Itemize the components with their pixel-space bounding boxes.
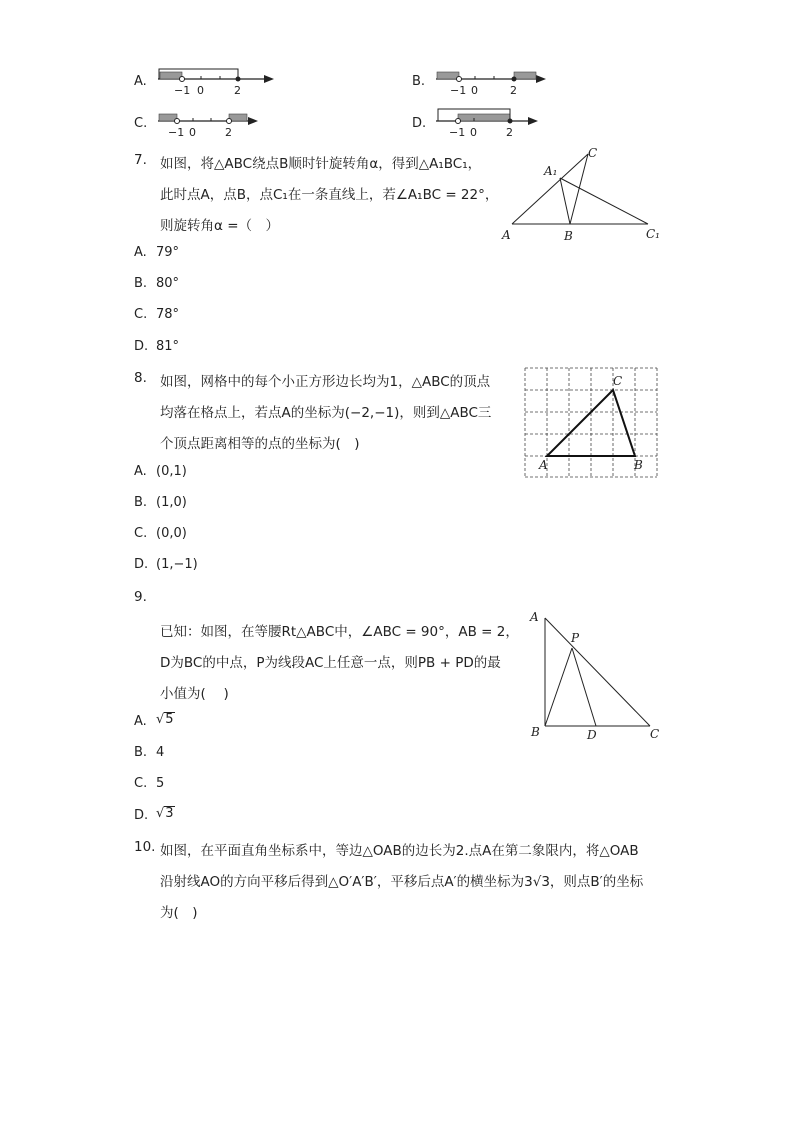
label-c: C: [613, 374, 623, 388]
tick-label: −1: [450, 84, 467, 97]
q9-stem-line3: 小值为( ): [160, 686, 229, 702]
label-p: P: [571, 631, 580, 645]
label-b: B: [531, 725, 540, 739]
label-c: C: [588, 146, 598, 160]
label-c1: C₁: [646, 227, 660, 241]
tick-label: 0: [197, 84, 204, 97]
q8-option-c-label: C.: [134, 526, 148, 541]
tick-label: 0: [189, 126, 196, 139]
tick-label: 0: [471, 84, 478, 97]
q9-number: 9.: [134, 589, 147, 605]
tick-label: 2: [234, 84, 241, 97]
q7-stem-line3: 则旋转角α =（ ）: [160, 218, 280, 234]
radicand: 3: [165, 806, 174, 821]
tick-label: 2: [510, 84, 517, 97]
segment-a1c1: [560, 178, 648, 224]
q8-stem-line1: 如图，网格中的每个小正方形边长均为1，△ABC的顶点: [160, 374, 491, 390]
q7-option-a-label: A.: [134, 245, 147, 260]
q6-option-d-label: D.: [412, 116, 427, 131]
q10-stem-line1: 如图，在平面直角坐标系中，等边△OAB的边长为2.点A在第二象限内，将△OAB: [160, 843, 639, 859]
q8-option-a-text: (0,1): [156, 464, 187, 479]
radicand: 5: [165, 712, 174, 727]
label-a: A: [502, 228, 511, 242]
q8-option-d-label: D.: [134, 557, 149, 572]
tick-label: −1: [168, 126, 185, 139]
q9-option-b-text: 4: [156, 745, 165, 760]
q8-option-c-text: (0,0): [156, 526, 187, 541]
label-a: A: [530, 610, 539, 624]
q9-option-a-label: A.: [134, 714, 147, 729]
segment-a1b: [560, 178, 570, 224]
q9-option-d-text: √3: [156, 806, 174, 821]
segment-pd: [572, 648, 596, 726]
q6-option-a-label: A.: [134, 74, 147, 89]
label-c: C: [650, 727, 660, 741]
label-d: D: [587, 728, 597, 742]
q8-option-b-text: (1,0): [156, 495, 187, 510]
q7-number: 7.: [134, 152, 147, 168]
tick-label: −1: [449, 126, 466, 139]
tick-label: −1: [174, 84, 191, 97]
tick-label: 2: [225, 126, 232, 139]
segment-cb: [570, 154, 588, 224]
q9-stem-line2: D为BC的中点，P为线段AC上任意一点，则PB + PD的最: [160, 655, 501, 671]
q8-stem-line3: 个顶点距离相等的点的坐标为( ): [160, 436, 360, 452]
q8-option-d-text: (1,−1): [156, 557, 198, 572]
q7-figure: [498, 142, 668, 244]
q7-stem-line1: 如图，将△ABC绕点B顺时针旋转角α，得到△A₁BC₁，: [160, 156, 482, 172]
q9-option-d-label: D.: [134, 808, 149, 823]
q7-option-a-text: 79°: [156, 245, 180, 260]
q9-option-a-text: √5: [156, 712, 174, 727]
q8-grid-figure: [522, 364, 662, 480]
q6-option-c-label: C.: [134, 116, 148, 131]
q6-option-d-number-line: [434, 104, 544, 142]
q10-stem-line3: 为( ): [160, 905, 198, 921]
q10-stem-line2: 沿射线AO的方向平移后得到△O′A′B′，平移后点A′的横坐标为3√3，则点B′的坐标: [160, 874, 644, 890]
q8-stem-line2: 均落在格点上，若点A的坐标为(−2,−1)，则到△ABC三: [160, 405, 492, 421]
q8-option-a-label: A.: [134, 464, 147, 479]
q7-option-b-label: B.: [134, 276, 148, 291]
q6-option-b-number-line: [434, 64, 554, 100]
q6-option-a-number-line: [156, 64, 276, 100]
q7-option-c-label: C.: [134, 307, 148, 322]
q10-number: 10.: [134, 839, 156, 855]
q7-option-d-text: 81°: [156, 339, 180, 354]
tick-label: 2: [506, 126, 513, 139]
q9-figure: [524, 606, 670, 746]
q7-option-b-text: 80°: [156, 276, 180, 291]
q8-number: 8.: [134, 370, 147, 386]
q6-option-b-label: B.: [412, 74, 426, 89]
q7-option-c-text: 78°: [156, 307, 180, 322]
label-b: B: [634, 458, 643, 472]
q7-option-d-label: D.: [134, 339, 149, 354]
q9-stem-line1: 已知：如图，在等腰Rt△ABC中，∠ABC = 90°，AB = 2，: [160, 624, 519, 640]
segment-ac: [545, 618, 650, 726]
q9-option-b-label: B.: [134, 745, 148, 760]
tick-label: 0: [470, 126, 477, 139]
q9-option-c-label: C.: [134, 776, 148, 791]
segment-pb: [545, 648, 572, 726]
q8-option-b-label: B.: [134, 495, 148, 510]
label-a: A: [539, 458, 548, 472]
q6-option-c-number-line: [156, 106, 266, 142]
label-a1: A₁: [544, 164, 558, 178]
q7-stem-line2: 此时点A，点B，点C₁在一条直线上，若∠A₁BC = 22°，: [160, 187, 499, 203]
label-b: B: [564, 229, 573, 243]
q9-option-c-text: 5: [156, 776, 165, 791]
